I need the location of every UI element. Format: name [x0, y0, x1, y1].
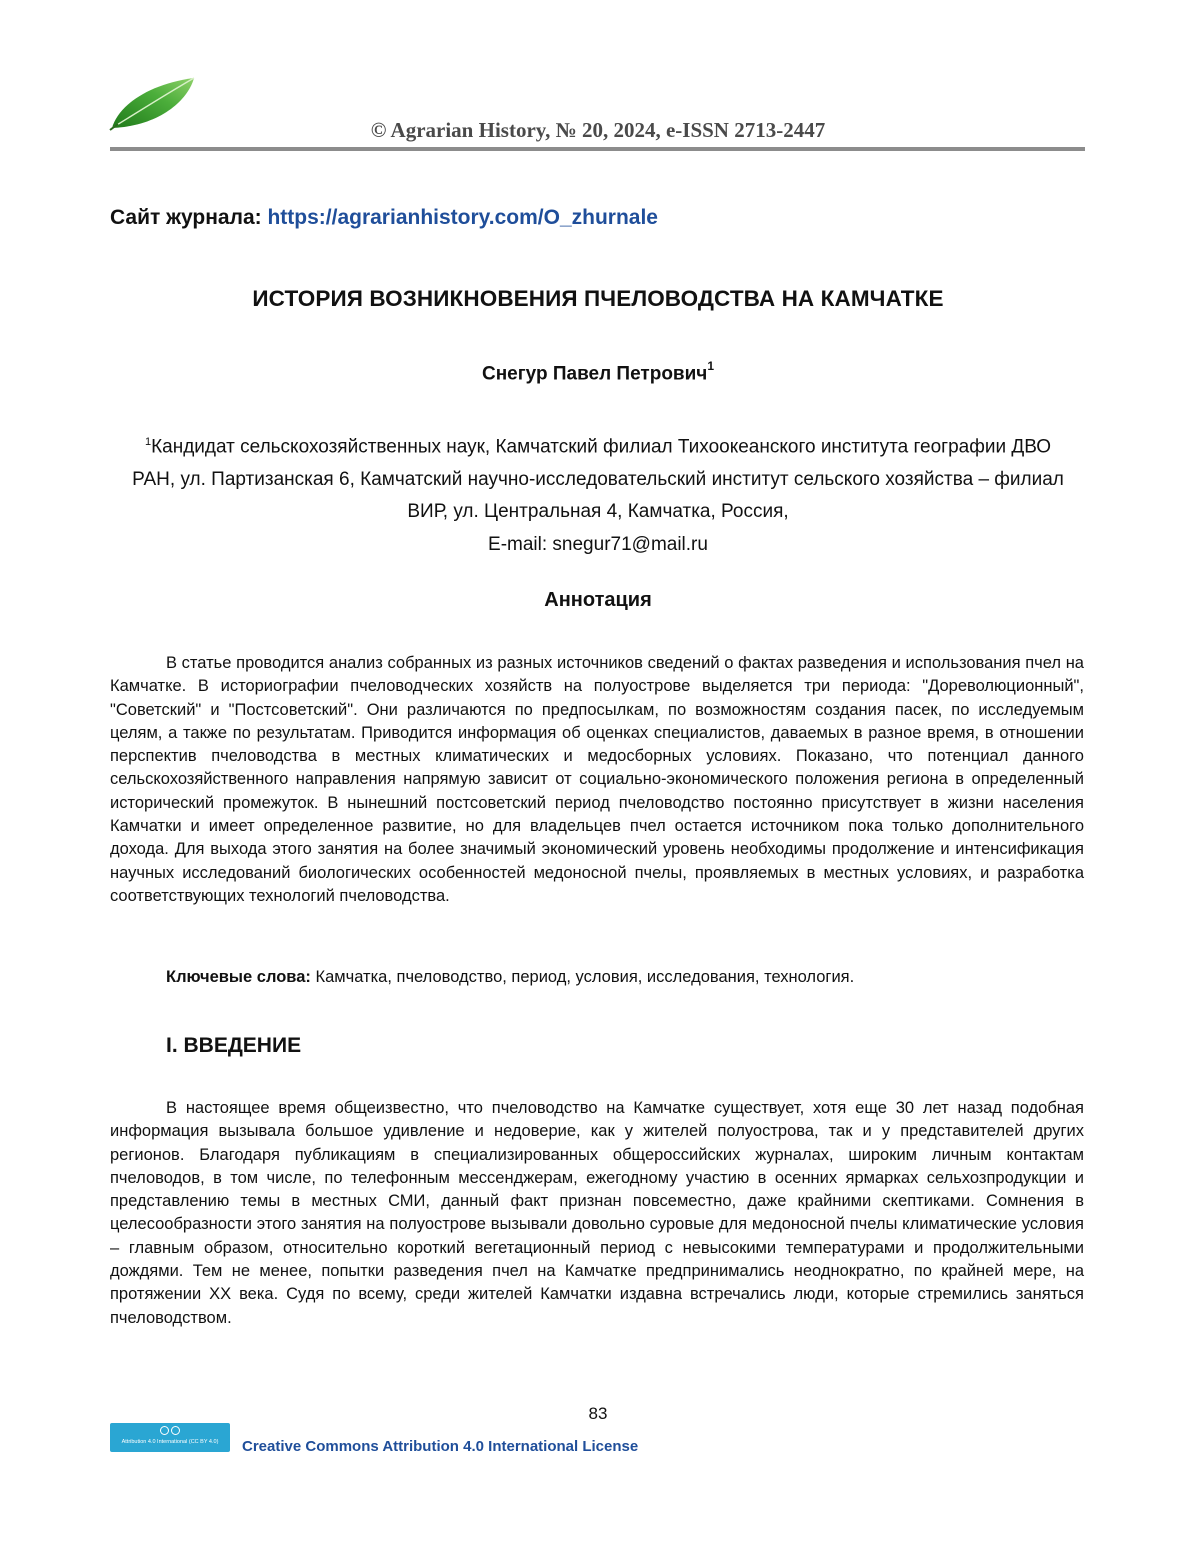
author-name: Снегур Павел Петрович: [481, 363, 708, 385]
keywords-line: [166, 968, 854, 987]
introduction-text: В настоящее время общеизвестно, что пчеловодство на Камчатке существует, хотя еще 30 лет назад подобная информация вызывала большое удивление и недоверие, как у жителей полуострова, так и у представителей других регионов. Благодаря публикациям в специализированных общероссийских журналах, широким личным контактам пчеловодов, в том числе, по телефонным мессенджерам, ежегодному участию в осенних ярмарках сельхозпродукции и представлению темы в местных СМИ, данный факт признан повсеместно, даже крайними скептиками. Сомнения в целесообразности этого занятия на полуострове вызывали довольно суровые для медоносной пчелы климатические условия – главным образом, относительно короткий вегетационный период с невысокими температурами и продолжительными дождями. Тем не менее, попытки разведения пчел на Камчатке предпринимались неоднократно, по крайней мере, на протяжении XX века. Судя по всему, среди жителей Камчатки издавна встречались люди, которые стремились заняться пчеловодством.: [110, 1099, 1084, 1327]
cc-badge-text: Attribution 4.0 International (CC BY 4.0): [121, 1439, 219, 1445]
cc-circles-icon: [158, 1426, 182, 1436]
license-link[interactable]: Creative Commons Attribution 4.0 International License: [242, 1438, 639, 1455]
affiliation-marker: 1: [144, 436, 152, 448]
journal-header: © Agrarian History, № 20, 2024, e-ISSN 2713-2447: [370, 118, 826, 142]
header-divider: [110, 147, 1085, 151]
affiliation-text: Кандидат сельскохозяйственных наук, Камчатский филиал Тихоокеанского института географии ДВО РАН, ул. Партизанская 6, Камчатский научно-исследовательский институт сельского хозяйства – филиал ВИР, ул. Центральная 4, Камчатка, Россия,: [132, 436, 1064, 523]
cc-license-icon[interactable]: [110, 1423, 230, 1452]
keywords-label: Ключевые слова:: [166, 968, 311, 986]
author-email: E-mail: snegur71@mail.ru: [488, 533, 708, 555]
abstract-heading: Аннотация: [544, 589, 652, 611]
affiliation-block: [130, 426, 1066, 561]
journal-site-line: [110, 206, 658, 230]
article-title: ИСТОРИЯ ВОЗНИКНОВЕНИЯ ПЧЕЛОВОДСТВА НА КАМЧАТКЕ: [252, 286, 944, 311]
abstract-text: В статье проводится анализ собранных из разных источников сведений о фактах разведения и использования пчел на Камчатке. В историографии пчеловодческих хозяйств на полуострове выделяется три периода: "Дореволюционный", "Советский" и "Постсоветский". Они различаются по предпосылкам, по возможностям создания пасек, по исследуемым целям, а также по результатам. Приводится информация об оценках специалистов, даваемых в разное время, в отношении перспектив пчеловодства в местных климатических и медосборных условиях. Показано, что потенциал данного сельскохозяйственного направления напрямую зависит от социально-экономического положения региона в определенный исторический промежуток. В нынешний постсоветский период пчеловодство постоянно присутствует в жизни населения Камчатки и имеет определенное развитие, но для владельцев пчел остается источником пока только дополнительного дохода. Для выхода этого занятия на более значимый экономический уровень необходимы продолжение и интенсификация научных исследований биологических особенностей медоносной пчелы, проявляемых в местных условиях, и разработка соответствующих технологий пчеловодства.: [110, 654, 1084, 905]
site-label: Сайт журнала:: [110, 206, 262, 229]
author-footnote-marker: 1: [707, 359, 714, 373]
site-link[interactable]: https://agrarianhistory.com/O_zhurnale: [267, 206, 658, 229]
page-number: 83: [588, 1404, 608, 1423]
keywords-text: Камчатка, пчеловодство, период, условия, исследования, технология.: [315, 968, 855, 986]
author-line: [110, 361, 1086, 385]
introduction-heading: I. ВВЕДЕНИЕ: [166, 1034, 302, 1057]
